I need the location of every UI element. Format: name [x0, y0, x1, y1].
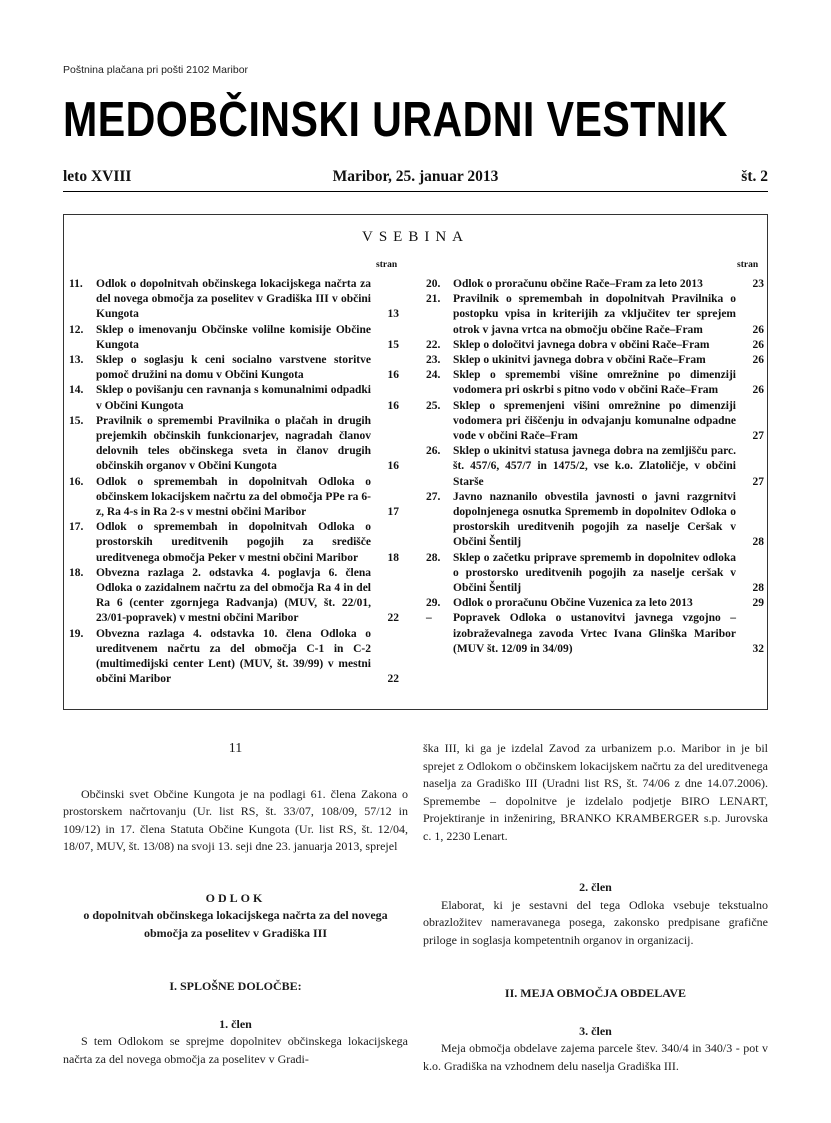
toc-entry-title: Sklep o začetku priprave sprememb in dopolnitev odloka o prostorsko ureditvenih pogojih za naselje ceršak v Občini Šentilj: [453, 551, 736, 595]
toc-entry-page: 22: [387, 612, 399, 625]
body-column-left: [63, 740, 408, 1068]
toc-entry[interactable]: [69, 383, 399, 413]
toc-entry-number: 26.: [426, 445, 441, 458]
postage-note: Poštnina plačana pri pošti 2102 Maribor: [63, 64, 249, 76]
article-preamble: Občinski svet Občine Kungota je na podlagi 61. člena Zakona o prostorskem načrtovanju (Ur. list RS, št. 33/07, 108/09, 57/12 in 109/12) in 17. člena Statuta Občine Kungota (Ur. list RS, št. 12/04, 18/07, MUV, št. 13/08) na svoji 13. seji dne 23. januarja 2013, sprejel: [63, 786, 408, 853]
toc-entry-page: 32: [752, 642, 764, 655]
toc-entry-number: 23.: [426, 354, 441, 367]
toc-entry-page: 26: [752, 354, 764, 367]
toc-entry-title: Odlok o dopolnitvah občinskega lokacijskega načrta za del novega območja za poselitev v Gradiška III v občini Kungota: [96, 278, 371, 321]
toc-entry-title: Sklep o povišanju cen ravnanja s komunalnimi odpadki v Občini Kungota: [96, 384, 371, 412]
toc-entry-page: 16: [387, 399, 399, 412]
issue-year: leto XVIII: [63, 168, 132, 185]
toc-entry[interactable]: [69, 520, 399, 566]
toc-entry[interactable]: [426, 292, 764, 338]
toc-entry-number: 11.: [69, 278, 83, 290]
toc-entry-number: 17.: [69, 521, 84, 534]
toc-column-right: [426, 277, 764, 657]
table-of-contents: [63, 214, 768, 710]
toc-entry[interactable]: [69, 353, 399, 383]
toc-entry-number: 21.: [426, 293, 441, 306]
masthead-title: MEDOBČINSKI URADNI VESTNIK: [63, 93, 728, 147]
toc-entry-title: Odlok o proračunu Občine Vuzenica za leto 2013: [453, 597, 693, 610]
issue-number: št. 2: [741, 168, 768, 185]
toc-entry-page: 15: [387, 338, 399, 351]
toc-entry-number: 12.: [69, 323, 84, 336]
toc-entry-page: 23: [752, 278, 764, 290]
toc-entry-number: 19.: [69, 627, 84, 640]
toc-column-left: [69, 277, 399, 687]
toc-entry-page: 26: [752, 384, 764, 397]
toc-entry[interactable]: [426, 277, 764, 292]
toc-entry-title: Odlok o proračunu občine Rače–Fram za leto 2013: [453, 278, 703, 290]
toc-entry-page: 17: [387, 506, 399, 519]
toc-entry[interactable]: [426, 490, 764, 551]
toc-entry-title: Sklep o imenovanju Občinske volilne komisije Občine Kungota: [96, 323, 371, 351]
toc-entry-number: 20.: [426, 278, 441, 290]
toc-entry-number: 22.: [426, 338, 441, 351]
toc-entry[interactable]: [69, 566, 399, 627]
clen-1-text: S tem Odlokom se sprejme dopolnitev občinskega lokacijskega načrta za del novega območja za poselitev v Gradi-: [63, 1034, 408, 1066]
toc-entry[interactable]: [426, 444, 764, 490]
toc-entry-page: 16: [387, 369, 399, 382]
toc-entry-title: Sklep o soglasju k ceni socialno varstvene storitve pomoč družini na domu v Občini Kungota: [96, 354, 371, 382]
toc-entry[interactable]: [426, 611, 764, 657]
toc-entry-title: Obvezna razlaga 4. odstavka 10. člena Odloka o ureditvenem načrtu za del območja C-1 in C-2 (multimedijski center Lent) (MUV, št. 39/99) v mestni občini Maribor: [96, 627, 371, 686]
toc-entry[interactable]: [69, 323, 399, 353]
toc-entry-title: Javno naznanilo obvestila javnosti o javni razgrnitvi dopolnjenega osnutka Sprememb in dopolnitev Odloka o prostorskih ureditvenih pogojih za naselje Ceršak v Občini Šentilj: [453, 490, 736, 549]
issue-date: Maribor, 25. januar 2013: [332, 168, 499, 185]
toc-entry[interactable]: [426, 353, 764, 368]
toc-entry-number: 28.: [426, 551, 441, 564]
toc-entry[interactable]: [426, 368, 764, 398]
toc-entry-page: 27: [752, 475, 764, 488]
toc-entry-page: 18: [387, 551, 399, 564]
toc-entry-page: 26: [752, 323, 764, 336]
toc-entry-page: 28: [752, 536, 764, 549]
toc-entry-page: 27: [752, 430, 764, 443]
toc-entry-title: Sklep o določitvi javnega dobra v občini Rače–Fram: [453, 338, 710, 351]
toc-entry-number: 24.: [426, 369, 441, 382]
toc-entry-number: 29.: [426, 597, 441, 610]
clen-2-text: Elaborat, ki je sestavni del tega Odloka vsebuje tekstualno obrazložitev nameravanega posega, zakonsko predpisane grafične priloge in soglasja kompetentnih organov in organizacij.: [423, 897, 768, 947]
toc-page-label-left: stran: [376, 260, 398, 270]
toc-entry-number: –: [426, 612, 432, 625]
toc-entry-page: 22: [387, 673, 399, 686]
toc-entry-page: 13: [387, 308, 399, 321]
toc-entry-title: Obvezna razlaga 2. odstavka 4. poglavja 6. člena Odloka o zazidalnem načrtu za del območja Ra 4 in del Ra 6 (center zgornjega Radvanja) (MUV, št. 22/01, 23/01-popravek) v mestni občini Maribor: [96, 566, 371, 625]
article-heading: ODLOK: [205, 890, 266, 905]
toc-entry-number: 18.: [69, 566, 84, 579]
toc-entry-number: 25.: [426, 399, 441, 412]
toc-title: VSEBINA: [361, 229, 469, 245]
toc-entry-number: 14.: [69, 384, 84, 397]
toc-entry-page: 28: [752, 582, 764, 595]
toc-entry[interactable]: [69, 277, 399, 323]
toc-entry-number: 27.: [426, 490, 441, 503]
toc-entry-number: 15.: [69, 414, 84, 427]
toc-entry[interactable]: [426, 551, 764, 597]
toc-entry-number: 13.: [69, 354, 84, 367]
clen-3-heading: 3. člen: [579, 1023, 612, 1038]
toc-entry[interactable]: [69, 627, 399, 688]
toc-entry-title: Sklep o ukinitvi statusa javnega dobra na zemljišču parc. št. 457/6, 457/7 in 1475/2, vse k.o. Zlatoličje, v občini Starše: [453, 445, 736, 488]
toc-entry[interactable]: [426, 338, 764, 353]
toc-entry[interactable]: [69, 475, 399, 521]
clen-3-text: Meja območja obdelave zajema parcele štev. 340/4 in 340/3 - pot v k.o. Gradiška na vzhodnem delu naselja Gradiška III.: [423, 1041, 768, 1073]
toc-entry[interactable]: [69, 414, 399, 475]
toc-page-label-right: stran: [737, 260, 759, 270]
toc-entry-title: Sklep o ukinitvi javnega dobra v občini Rače–Fram: [453, 354, 706, 367]
toc-entry-page: 29: [752, 597, 764, 610]
clen-1-heading: 1. člen: [219, 1016, 252, 1031]
section-heading-1: I. SPLOŠNE DOLOČBE:: [169, 979, 302, 993]
toc-entry-title: Pravilnik o spremembi Pravilnika o plačah in drugih prejemkih občinskih funkcionarjev, nagradah članov delovnih teles občinskega sveta in članov drugih občinskih organov v Občini Kungota: [96, 414, 371, 473]
article-subheading: o dopolnitvah občinskega lokacijskega načrta za del novega območja za poselitev v Gradiška III: [83, 908, 388, 940]
toc-entry-number: 16.: [69, 475, 84, 488]
header-rule: [63, 191, 768, 192]
article-number: 11: [228, 741, 243, 756]
toc-entry-page: 26: [752, 338, 764, 351]
body-column-right: [423, 740, 768, 1075]
toc-entry-page: 16: [387, 460, 399, 473]
clen-2-heading: 2. člen: [579, 880, 612, 894]
toc-entry-title: Odlok o spremembah in dopolnitvah Odloka o prostorskih ureditvenih pogojih za središče ureditvenega območja Peker v mestni občini Maribor: [96, 521, 371, 564]
toc-entry[interactable]: [426, 399, 764, 445]
toc-entry-title: Pravilnik o spremembah in dopolnitvah Pravilnika o postopku vpisa in kriterijih za vključitev ter sprejem otrok v javna vrtca na območju občine Rače–Fram: [453, 293, 736, 336]
toc-entry-title: Sklep o spremembi višine omrežnine po dimenziji vodomera pri oskrbi s pitno vodo v občini Rače–Fram: [453, 369, 736, 397]
toc-entry-title: Odlok o spremembah in dopolnitvah Odloka o občinskem lokacijskem načrtu za del območja PPe ra 6-z, Ra 4-s in Ra 2-s v mestni občini Maribor: [96, 475, 371, 519]
toc-entry-title: Sklep o spremenjeni višini omrežnine po dimenziji vodomera pri čiščenju in odvajanju komunalne odpadne vode v občini Rače–Fram: [453, 399, 736, 443]
section-heading-2: II. MEJA OBMOČJA OBDELAVE: [504, 986, 687, 1000]
continued-text: ška III, ki ga je izdelal Zavod za urbanizem p.o. Maribor in je bil sprejet z Odlokom o občinskem lokacijskem načrtu za del ureditvenega naselja za Gradiško III (Uradni list RS, št. 74/06 z dne 14.07.2006). Spremembe – dopolnitve je izdelalo podjetje BIRO LENART, Projektiranje in inženiring, BRANKO KRAMBERGER s.p. Jurovska c. 1, 2230 Lenart.: [423, 741, 768, 843]
toc-entry-title: Popravek Odloka o ustanovitvi javnega vzgojno – izobraževalnega zavoda Vrtec Ivana Glinška Maribor (MUV št. 12/09 in 34/09): [453, 612, 736, 655]
toc-entry[interactable]: [426, 596, 764, 611]
issue-line: [63, 168, 768, 188]
